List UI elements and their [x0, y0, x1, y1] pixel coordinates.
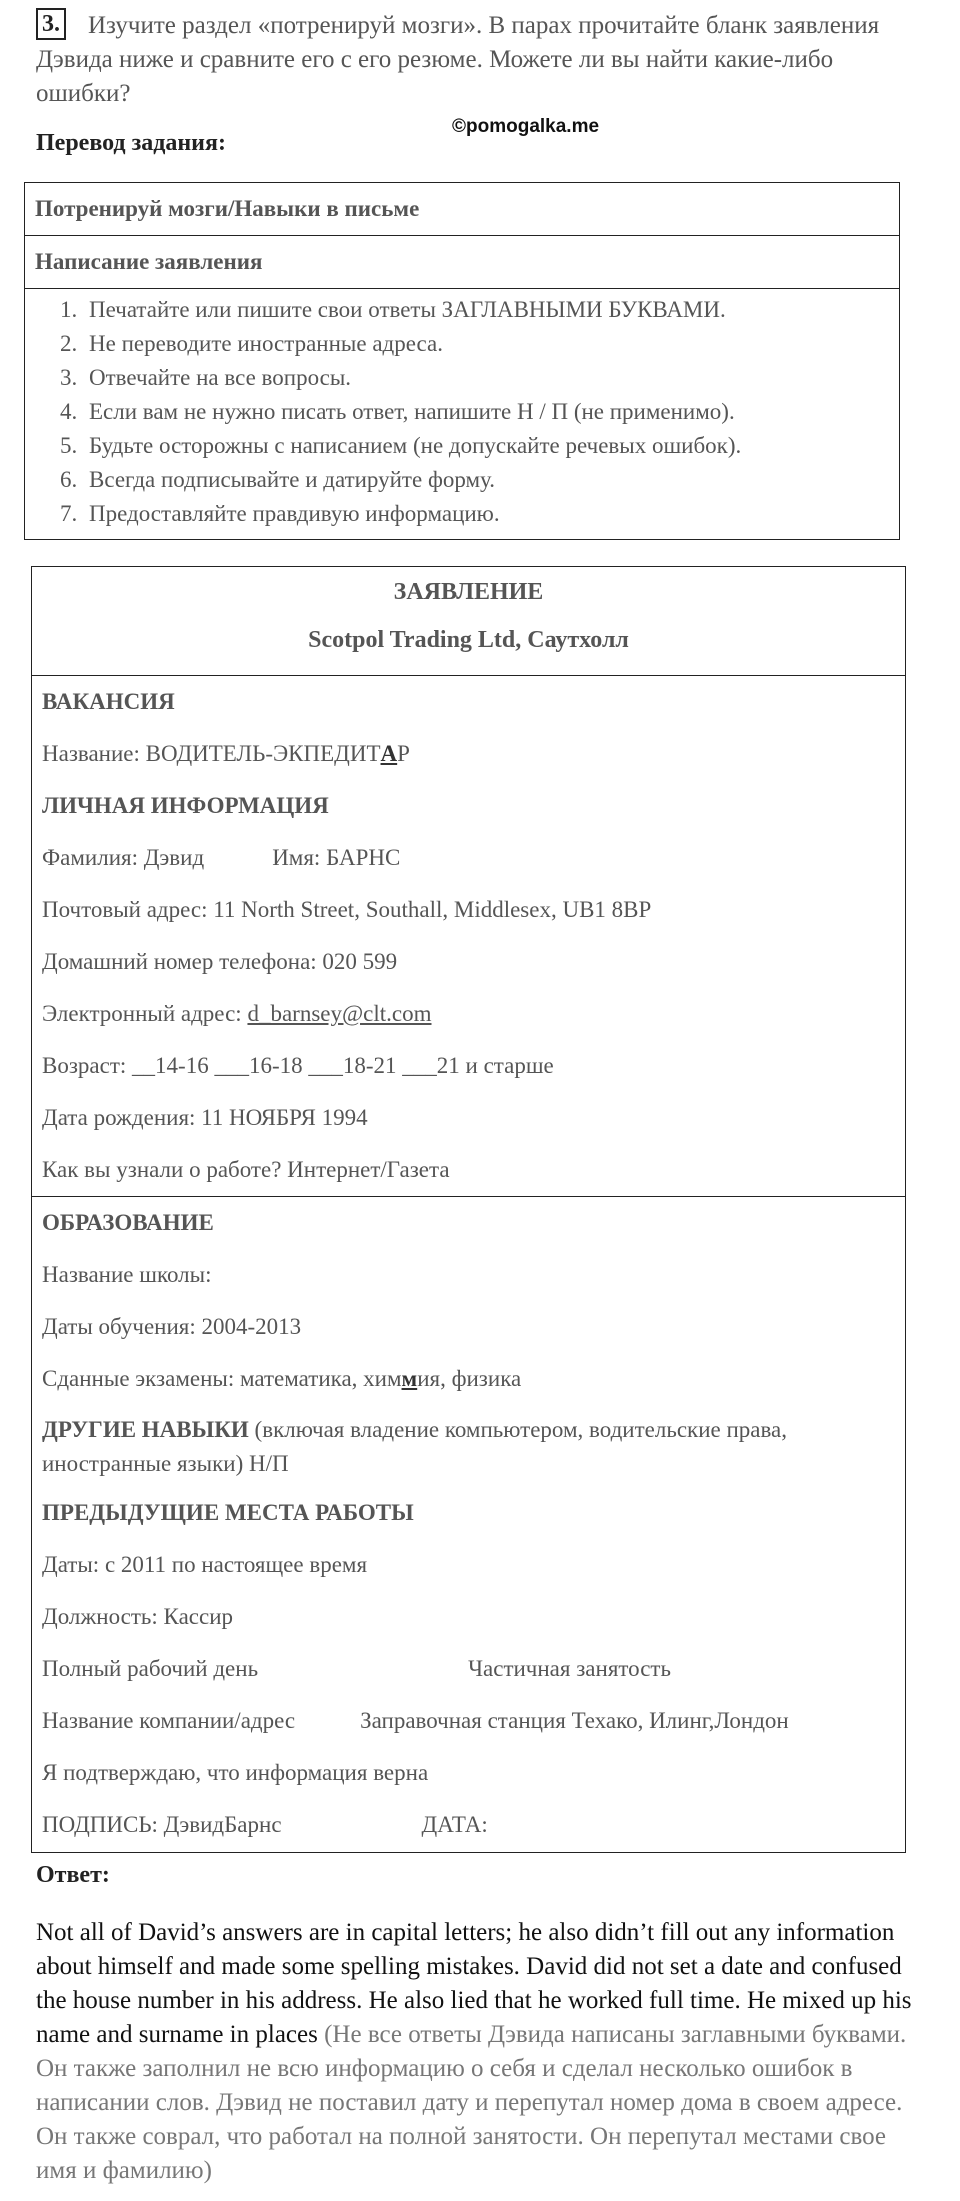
personal-heading: ЛИЧНАЯ ИНФОРМАЦИЯ [42, 793, 329, 818]
exams-prefix: Сданные экзамены: математика, хим [42, 1366, 402, 1391]
watermark: ©pomogalka.me [452, 116, 600, 137]
rule-item: 4. Если вам не нужно писать ответ, напишите Н / П (не применимо). [83, 395, 899, 429]
dob-field: Дата рождения: 11 НОЯБРЯ 1994 [42, 1105, 368, 1130]
first-name-field: Имя: БАРНС [272, 845, 401, 870]
exams-error-mark: м [401, 1366, 418, 1391]
jobs-heading: ПРЕДЫДУЩИЕ МЕСТА РАБОТЫ [42, 1500, 414, 1525]
skills-heading: ДРУГИЕ НАВЫКИ [42, 1417, 249, 1442]
email-link[interactable]: d_barnsey@clt.com [247, 1001, 432, 1026]
date-field: ДАТА: [421, 1812, 488, 1837]
answer-text [36, 1916, 916, 2188]
vacancy-heading: ВАКАНСИЯ [42, 689, 175, 714]
rule-item: 6. Всегда подписывайте и датируйте форму. [83, 463, 899, 497]
rules-list [25, 289, 899, 539]
rule-item: 1. Печатайте или пишите свои ответы ЗАГЛАВНЫМИ БУКВАМИ. [83, 293, 899, 327]
email-label: Электронный адрес: [42, 1001, 242, 1026]
job-dates-field: Даты: с 2011 по настоящее время [42, 1552, 368, 1577]
name-field [42, 832, 895, 884]
source-field: Как вы узнали о работе? Интернет/Газета [42, 1157, 450, 1182]
position-field [42, 728, 895, 780]
school-field: Название школы: [42, 1262, 212, 1287]
task-number: 3. [36, 8, 66, 40]
form-section-personal [32, 676, 905, 1196]
form-company: Scotpol Trading Ltd, Саутхолл [308, 627, 629, 653]
task-prompt [36, 8, 916, 111]
rules-box [24, 182, 900, 540]
exams-suffix: ия, физика [417, 1366, 522, 1391]
address-field: Почтовый адрес: 11 North Street, Southall, Middlesex, UB1 8BP [42, 897, 652, 922]
company-value: Заправочная станция Техако, Илинг,Лондон [360, 1708, 789, 1733]
translation-heading: Перевод задания: [36, 130, 226, 156]
education-heading: ОБРАЗОВАНИЕ [42, 1210, 214, 1235]
form-title: ЗАЯВЛЕНИЕ [393, 579, 544, 605]
job-title-field: Должность: Кассир [42, 1604, 233, 1629]
surname-field: Фамилия: Дэвид [42, 845, 205, 870]
phone-field: Домашний номер телефона: 020 599 [42, 949, 398, 974]
rule-item: 7. Предоставляйте правдивую информацию. [83, 497, 899, 531]
email-field [42, 988, 895, 1040]
part-time-option: Частичная занятость [468, 1656, 671, 1681]
full-time-option: Полный рабочий день [42, 1656, 259, 1681]
position-suffix: Р [397, 741, 410, 766]
answer-russian: (Не все ответы Дэвида написаны заглавными буквами. Он также заполнил не всю информацию о себя и сделал несколько ошибок в написании слов. Дэвид не поставил дату и перепутал номер дома в своем адресе. Он также соврал, что работал на полной занятости. Он перепутал местами свое имя и фамилию) [36, 2021, 907, 2184]
skills-field [42, 1405, 895, 1487]
task-text: Изучите раздел «потренируй мозги». В парах прочитайте бланк заявления Дэвида ниже и сравните его с его резюме. Можете ли вы найти какие-либо ошибки? [36, 12, 880, 107]
skills-text: (включая владение компьютером, водительские права, иностранные языки) Н/П [42, 1417, 787, 1476]
form-header [32, 569, 905, 676]
application-form [31, 566, 906, 1853]
confirm-statement: Я подтверждаю, что информация верна [42, 1760, 429, 1785]
rule-item: 3. Отвечайте на все вопросы. [83, 361, 899, 395]
signature-field: ПОДПИСЬ: ДэвидБарнс [42, 1812, 282, 1837]
age-field: Возраст: __14-16 ___16-18 ___18-21 ___21 и старше [42, 1053, 554, 1078]
signature-row [42, 1799, 895, 1851]
employment-type-row [42, 1643, 895, 1695]
study-dates-field: Даты обучения: 2004-2013 [42, 1314, 302, 1339]
rule-item: 5. Будьте осторожны с написанием (не допускайте речевых ошибок). [83, 429, 899, 463]
company-field [42, 1695, 895, 1747]
rule-item: 2. Не переводите иностранные адреса. [83, 327, 899, 361]
answer-english: Not all of David’s answers are in capital letters; he also didn’t fill out any information about himself and made some spelling mistakes. David did not set a date and confused the house number in his address. He also lied that he worked full time. He mixed up his name and surname in places [36, 1919, 912, 2048]
position-error-mark: А [380, 741, 398, 766]
company-label: Название компании/адрес [42, 1708, 296, 1733]
answer-heading: Ответ: [36, 1862, 110, 1888]
form-section-education [32, 1196, 905, 1851]
exams-field [42, 1353, 895, 1405]
rules-header-1: Потренируй мозги/Навыки в письме [25, 183, 899, 236]
position-prefix: Название: ВОДИТЕЛЬ-ЭКПЕДИТ [42, 741, 381, 766]
rules-header-2: Написание заявления [25, 236, 899, 289]
